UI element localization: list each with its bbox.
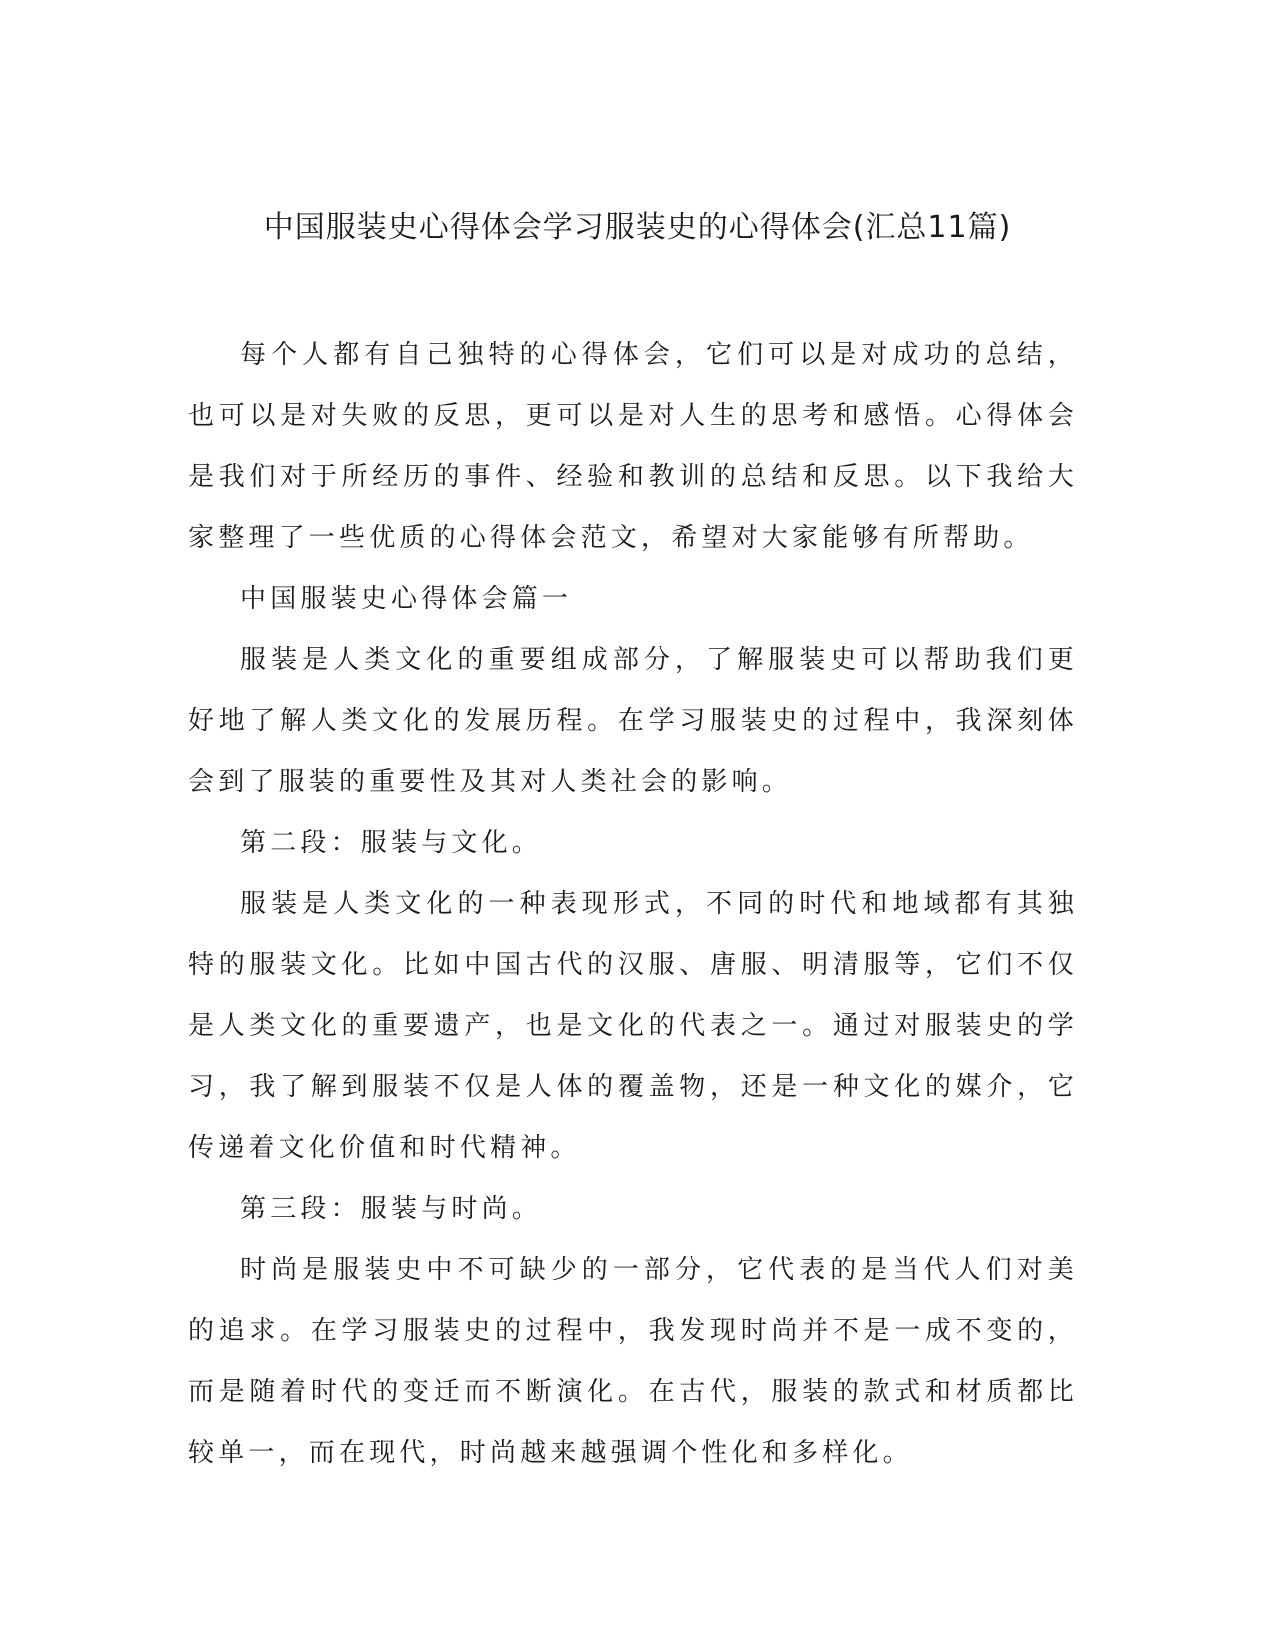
section-heading-clothing-culture: 第二段：服装与文化。	[240, 828, 543, 858]
document-title: 中国服装史心得体会学习服装史的心得体会(汇总11篇)	[263, 210, 1012, 245]
section-heading-part-one: 中国服装史心得体会篇一	[240, 584, 573, 614]
section-heading-clothing-fashion: 第三段：服装与时尚。	[240, 1194, 543, 1224]
paragraph-importance: 服装是人类文化的重要组成部分，了解服装史可以帮助我们更好地了解人类文化的发展历程。在学习服装史的过程中，我深刻体会到了服装的重要性及其对人类社会的影响。	[188, 645, 1078, 797]
document-body	[188, 325, 1078, 1484]
paragraph-culture: 服装是人类文化的一种表现形式，不同的时代和地域都有其独特的服装文化。比如中国古代的汉服、唐服、明清服等，它们不仅是人类文化的重要遗产，也是文化的代表之一。通过对服装史的学习，我了解到服装不仅是人体的覆盖物，还是一种文化的媒介，它传递着文化价值和时代精神。	[188, 889, 1078, 1163]
paragraph-fashion: 时尚是服装史中不可缺少的一部分，它代表的是当代人们对美的追求。在学习服装史的过程中，我发现时尚并不是一成不变的，而是随着时代的变迁而不断演化。在古代，服装的款式和材质都比较单一，而在现代，时尚越来越强调个性化和多样化。	[188, 1255, 1078, 1468]
paragraph-intro: 每个人都有自己独特的心得体会，它们可以是对成功的总结，也可以是对失败的反思，更可以是对人生的思考和感悟。心得体会是我们对于所经历的事件、经验和教训的总结和反思。以下我给大家整理了一些优质的心得体会范文，希望对大家能够有所帮助。	[188, 340, 1078, 553]
